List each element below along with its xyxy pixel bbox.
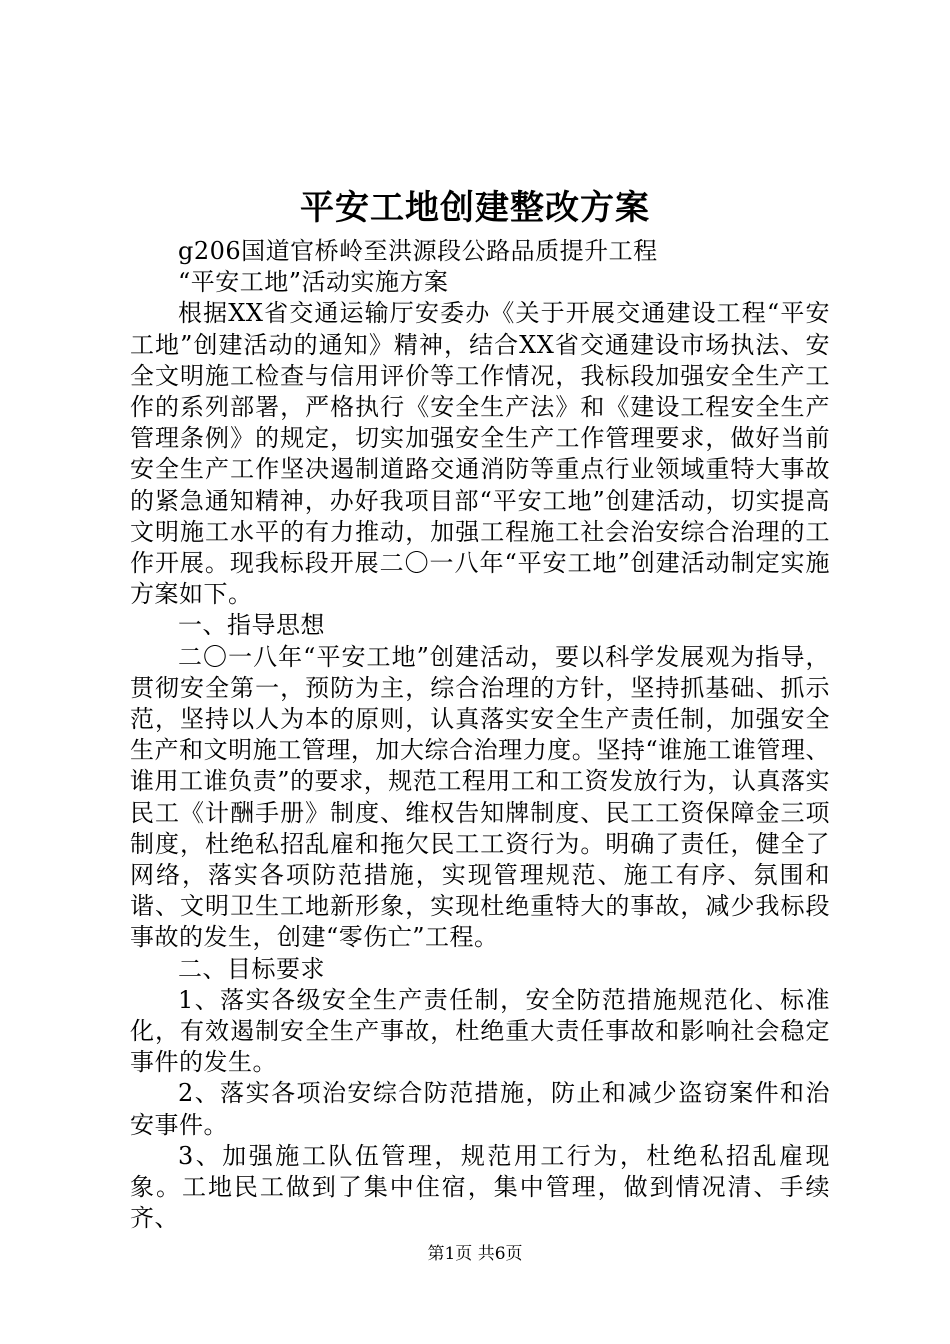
page-number-footer: 第1页 共6页: [427, 1244, 523, 1264]
goal-item-3: 3、加强施工队伍管理，规范用工行为，杜绝私招乱雇现象。工地民工做到了集中住宿，集中管理，做到情况清、手续齐、: [130, 1141, 830, 1233]
plan-subtitle-line: “平安工地”活动实施方案: [178, 268, 449, 297]
guiding-ideology-paragraph: 二〇一八年“平安工地”创建活动，要以科学发展观为指导，贯彻安全第一，预防为主，综合治理的方针，坚持抓基础、抓示范，坚持以人为本的原则，认真落实安全生产责任制，加强安全生产和文明施工管理，加大综合治理力度。坚持“谁施工谁管理、谁用工谁负责”的要求，规范工程用工和工资发放行为，认真落实民工《计酬手册》制度、维权告知牌制度、民工工资保障金三项制度，杜绝私招乱雇和拖欠民工工资行为。明确了责任，健全了网络，落实各项防范措施，实现管理规范、施工有序、氛围和谐、文明卫生工地新形象，实现杜绝重特大的事故，减少我标段事故的发生，创建“零伤亡”工程。: [130, 642, 830, 952]
section-heading-goals: 二、目标要求: [178, 954, 325, 983]
document-body: [130, 236, 830, 1235]
goal-item-2: 2、落实各项治安综合防范措施，防止和减少盗窃案件和治安事件。: [130, 1079, 830, 1139]
project-name-line: g206国道官桥岭至洪源段公路品质提升工程: [178, 237, 658, 265]
document-title: 平安工地创建整改方案: [300, 188, 650, 228]
section-heading-guiding-ideology: 一、指导思想: [178, 611, 325, 640]
intro-paragraph: 根据XX省交通运输厅安委办《关于开展交通建设工程“平安工地”创建活动的通知》精神，结合XX省交通建设市场执法、安全文明施工检查与信用评价等工作情况，我标段加强安全生产工作的系列部署，严格执行《安全生产法》和《建设工程安全生产管理条例》的规定，切实加强安全生产工作管理要求，做好当前安全生产工作坚决遏制道路交通消防等重点行业领域重特大事故的紧急通知精神，办好我项目部“平安工地”创建活动，切实提高文明施工水平的有力推动，加强工程施工社会治安综合治理的工作开展。现我标段开展二〇一八年“平安工地”创建活动制定实施方案如下。: [130, 299, 830, 609]
goal-item-1: 1、落实各级安全生产责任制，安全防范措施规范化、标准化，有效遏制安全生产事故，杜绝重大责任事故和影响社会稳定事件的发生。: [130, 985, 830, 1077]
